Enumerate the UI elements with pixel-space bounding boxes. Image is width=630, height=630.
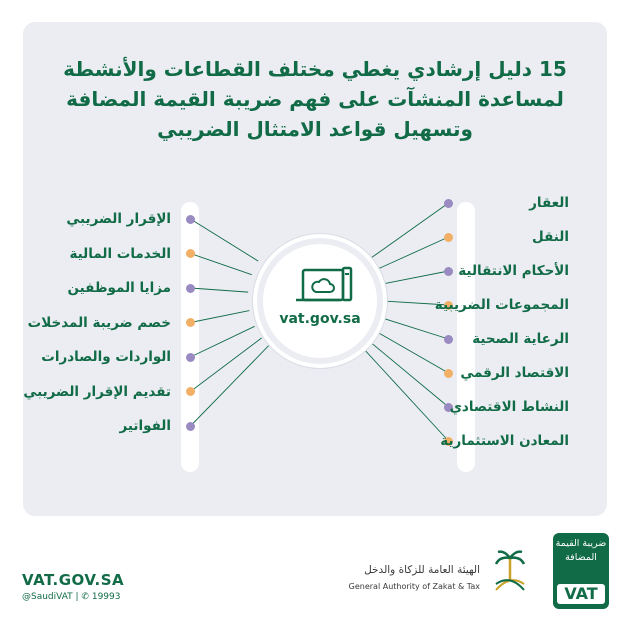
vat-logo [553, 533, 609, 609]
left-guide-item[interactable]: الإقرار الضريبي [66, 211, 171, 227]
vat-logo-en: VAT [557, 584, 605, 604]
left-item-dot [186, 284, 195, 293]
right-guide-item[interactable]: النقل [532, 229, 569, 245]
right-guide-item[interactable]: الأحكام الانتقالية [458, 263, 569, 279]
palm-swords-icon [490, 546, 530, 596]
left-connector-line [191, 219, 259, 261]
right-guide-item[interactable]: النشاط الاقتصادي [449, 399, 569, 415]
right-connector-line [362, 347, 448, 441]
right-item-dot [444, 233, 453, 242]
right-item-dot [444, 335, 453, 344]
left-item-dot [186, 353, 195, 362]
left-item-dot [186, 215, 195, 224]
left-guide-item[interactable]: تقديم الإقرار الضريبي [23, 383, 171, 400]
site-url[interactable]: vat.gov.sa [279, 311, 361, 327]
info-card [23, 22, 607, 516]
left-guide-item[interactable]: الواردات والصادرات [41, 349, 171, 365]
right-connector-line [381, 318, 449, 339]
right-item-dot [444, 267, 453, 276]
left-guide-item[interactable]: خصم ضريبة المدخلات [27, 314, 171, 331]
right-connector-line [378, 237, 449, 269]
right-guide-item[interactable]: المجموعات الضريبية [434, 297, 569, 313]
right-guide-item[interactable]: الاقتصاد الرقمي [460, 365, 569, 381]
left-connector-line [191, 346, 269, 426]
headline-line-1: 15 دليل إرشادي يغطي مختلف القطاعات والأنشطة [63, 57, 567, 81]
left-guide-item[interactable]: الخدمات المالية [69, 245, 171, 262]
left-item-dot [186, 422, 195, 431]
footer-site[interactable]: VAT.GOV.SA [22, 571, 125, 589]
left-connector-line [191, 338, 262, 392]
left-guide-item[interactable]: الفواتير [119, 418, 171, 434]
headline-line-2: لمساعدة المنشآت على فهم ضريبة القيمة المضافة [66, 87, 564, 111]
right-connector-line [375, 331, 449, 373]
right-guide-item[interactable]: المعادن الاستثمارية [440, 433, 569, 449]
footer-contact [22, 571, 124, 602]
left-item-dot [186, 318, 195, 327]
center-circle [253, 234, 387, 368]
left-item-dot [186, 387, 195, 396]
right-guide-item[interactable]: الرعاية الصحية [472, 331, 569, 347]
right-connector-line [383, 271, 449, 284]
right-item-dot [444, 369, 453, 378]
cloud-computer-icon [263, 244, 377, 314]
authority-name-ar: الهيئة العامة للزكاة والدخل [364, 564, 480, 576]
right-item-dot [444, 199, 453, 208]
authority-name-en: General Authority of Zakat & Tax [348, 582, 480, 591]
left-connector-line [191, 288, 249, 292]
left-guide-item[interactable]: مزايا الموظفين [67, 280, 171, 296]
right-guide-item[interactable]: العقار [529, 195, 569, 211]
left-connector-line [191, 254, 252, 275]
right-connector-line [371, 203, 448, 258]
headline-line-3: وتسهيل قواعد الامتثال الضريبي [157, 117, 473, 141]
left-item-dot [186, 249, 195, 258]
footer-handle: @SaudiVAT | ✆ 19993 [22, 592, 121, 602]
vat-logo-ar: ضريبة القيمة المضافة [555, 538, 607, 563]
left-connector-line [191, 311, 250, 323]
left-connector-line [191, 326, 255, 357]
